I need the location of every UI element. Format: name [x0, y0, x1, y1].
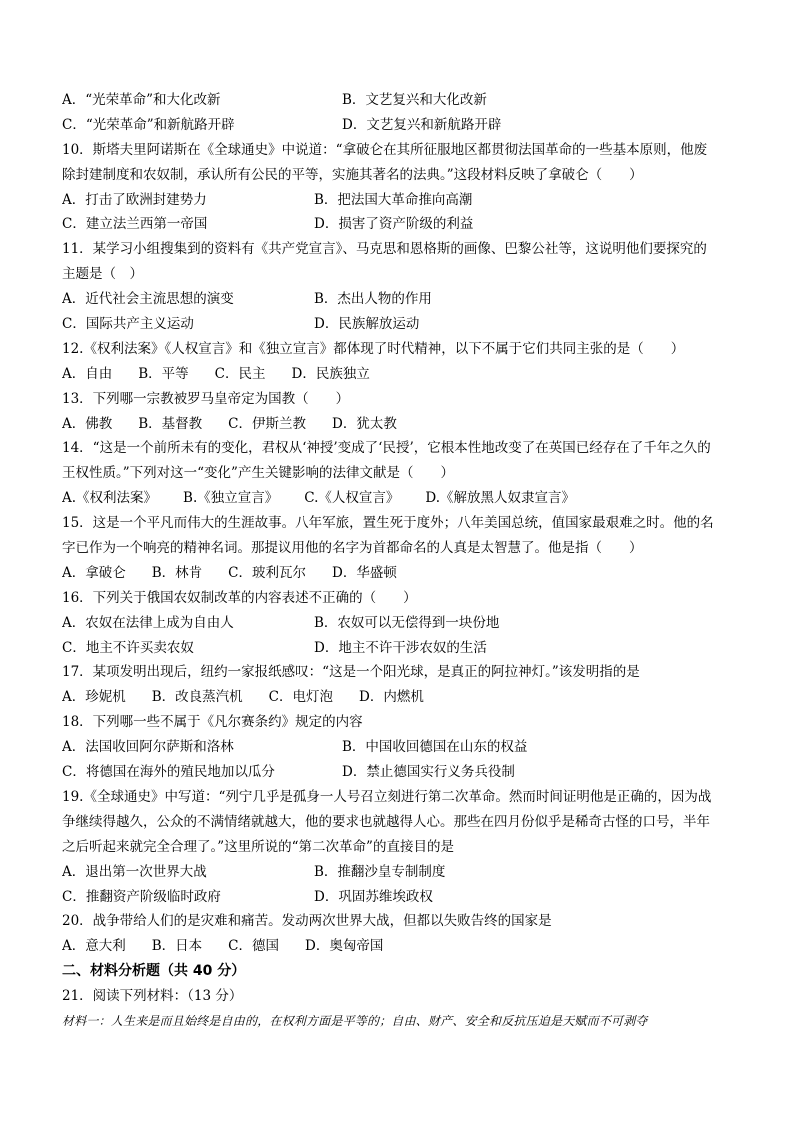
q17-option-c: C．电灯泡 — [268, 689, 334, 706]
q10-option-c: C．建立法兰西第一帝国 — [62, 216, 208, 233]
q18-option-b: B．中国收回德国在山东的权益 — [342, 739, 528, 756]
q15-option-d: D．华盛顿 — [332, 564, 397, 581]
q12-option-c: C．民主 — [214, 365, 266, 382]
q13-options — [62, 412, 738, 437]
q11-stem-line-1: 11．某学习小组搜集到的资料有《共产党宣言》、马克思和恩格斯的画像、巴黎公社等，这说明他们要探究的 — [62, 241, 707, 258]
q14-option-d: D.《解放黑人奴隶宣言》 — [425, 490, 576, 507]
q11-option-d: D．民族解放运动 — [314, 316, 420, 333]
q10-option-a: A．打击了欧洲封建势力 — [62, 191, 207, 208]
q19-stem-line-3: 之后听起来就完全合理了。”这里所说的“第二次革命”的直接目的是 — [62, 838, 454, 855]
q20-stem: 20．战争带给人们的是灾难和痛苦。发动两次世界大战，但都以失败告终的国家是 — [62, 913, 552, 930]
q10-stem-line-1: 10．斯塔夫里阿诺斯在《全球通史》中说道：“拿破仑在其所征服地区都贯彻法国革命的一些基本原则，他废 — [62, 141, 708, 158]
q18-option-d: D．禁止德国实行义务兵役制 — [342, 764, 515, 781]
q9-options-row-1 — [62, 88, 738, 113]
q20-option-d: D．奥匈帝国 — [305, 938, 384, 955]
q10-option-b: B．把法国大革命推向高潮 — [314, 191, 473, 208]
q16-stem: 16．下列关于俄国农奴制改革的内容表述不正确的（ ） — [62, 589, 417, 606]
q13-option-c: C．伊斯兰教 — [228, 415, 307, 432]
q14-option-a: A.《权利法案》 — [62, 490, 158, 507]
q17-option-d: D．内燃机 — [359, 689, 424, 706]
q17-options — [62, 685, 738, 710]
q14-stem-line-1: 14．“这是一个前所未有的变化，君权从‘神授’变成了‘民授’，它根本性地改变了在英国已经存在了千年之久的 — [62, 440, 711, 457]
q16-option-d: D．地主不许干涉农奴的生活 — [314, 639, 487, 656]
q12-option-a: A．自由 — [62, 365, 113, 382]
q16-option-c: C．地主不许买卖农奴 — [62, 639, 194, 656]
q19-option-c: C．推翻资产阶级临时政府 — [62, 888, 221, 905]
q11-options-row-2 — [62, 312, 738, 337]
q9-option-d: D．文艺复兴和新航路开辟 — [342, 116, 502, 133]
q19-options-row-1 — [62, 860, 738, 885]
q15-option-c: C．玻利瓦尔 — [228, 564, 307, 581]
q11-option-a: A．近代社会主流思想的演变 — [62, 291, 234, 308]
q18-option-c: C．将德国在海外的殖民地加以瓜分 — [62, 764, 275, 781]
section-2-title: 二、材料分析题（共 40 分） — [62, 963, 246, 980]
q13-option-a: A．佛教 — [62, 415, 113, 432]
q13-option-d: D．犹太教 — [332, 415, 397, 432]
q9-option-b: B．文艺复兴和大化改新 — [342, 92, 487, 108]
q9-option-c: C．“光荣革命”和新航路开辟 — [62, 116, 235, 133]
q16-options-row-1 — [62, 611, 738, 636]
q12-option-d: D．民族独立 — [291, 365, 370, 382]
q11-option-b: B．杰出人物的作用 — [314, 291, 432, 308]
q19-option-b: B．推翻沙皇专制制度 — [314, 863, 446, 880]
q21-stem: 21．阅读下列材料：（13 分） — [62, 988, 243, 1005]
q12-options — [62, 362, 738, 387]
q14-option-c: C.《人权宣言》 — [304, 490, 400, 507]
q19-option-a: A．退出第一次世界大战 — [62, 863, 207, 880]
q15-options — [62, 561, 738, 586]
q15-option-a: A．拿破仑 — [62, 564, 126, 581]
q10-option-d: D．损害了资产阶级的利益 — [314, 216, 474, 233]
q16-option-a: A．农奴在法律上成为自由人 — [62, 614, 234, 631]
q19-options-row-2 — [62, 885, 738, 910]
q19-stem-line-2: 争继续得越久，公众的不满情绪就越大，他的要求也就越得人心。那些在四月份似乎是稀奇古怪的口号，半年 — [62, 813, 710, 830]
q12-stem: 12.《权利法案》《人权宣言》和《独立宣言》都体现了时代精神，以下不属于它们共同主张的是（ ） — [62, 340, 685, 357]
q14-option-b: B.《独立宣言》 — [183, 490, 279, 507]
q18-option-a: A．法国收回阿尔萨斯和洛林 — [62, 739, 234, 756]
q11-options-row-1 — [62, 287, 738, 312]
q14-options — [62, 486, 738, 511]
q18-stem: 18．下列哪一些不属于《凡尔赛条约》规定的内容 — [62, 714, 363, 731]
q9-options-row-2 — [62, 113, 738, 138]
q17-option-a: A．珍妮机 — [62, 689, 126, 706]
q16-options-row-2 — [62, 636, 738, 661]
q15-stem-line-1: 15．这是一个平凡而伟大的生涯故事。八年军旅，置生死于度外；八年美国总统，值国家最艰难之时。他的名 — [62, 515, 714, 532]
q19-option-d: D．巩固苏维埃政权 — [314, 888, 433, 905]
q14-stem-line-2: 王权性质。”下列对这一“变化”产生关键影响的法律文献是（ ） — [62, 465, 454, 482]
q16-option-b: B．农奴可以无偿得到一块份地 — [314, 614, 500, 631]
q20-option-a: A．意大利 — [62, 938, 126, 955]
q15-stem-line-2: 字已作为一个响亮的精神名词。那提议用他的名字为首都命名的人真是太智慧了。他是指（ ） — [62, 540, 643, 557]
q20-option-c: C．德国 — [228, 938, 280, 955]
q20-options — [62, 934, 738, 959]
q10-stem-line-2: 除封建制度和农奴制，承认所有公民的平等，实施其著名的法典。”这段材料反映了拿破仑（ ） — [62, 166, 643, 183]
q15-option-b: B．林肯 — [151, 564, 203, 581]
q13-option-b: B．基督教 — [138, 415, 203, 432]
q12-option-b: B．平等 — [138, 365, 189, 382]
q20-option-b: B．日本 — [151, 938, 203, 955]
q10-options-row-1 — [62, 188, 738, 213]
q11-stem-line-2: 主题是（ ） — [62, 266, 143, 283]
q18-options-row-1 — [62, 735, 738, 760]
q9-option-a: A．“光荣革命”和大化改新 — [62, 92, 221, 108]
q13-stem: 13．下列哪一宗教被罗马皇帝定为国教（ ） — [62, 390, 350, 407]
exam-content — [62, 88, 738, 1034]
q11-option-c: C．国际共产主义运动 — [62, 316, 194, 333]
q21-material-1: 材料一：人生来是而且始终是自由的，在权利方面是平等的；自由、财产、安全和反抗压迫是天赋而不可剥夺 — [62, 1013, 648, 1028]
q18-options-row-2 — [62, 760, 738, 785]
q10-options-row-2 — [62, 212, 738, 237]
q17-option-b: B．改良蒸汽机 — [151, 689, 243, 706]
q17-stem: 17．某项发明出现后，纽约一家报纸感叹：“这是一个阳光球，是真正的阿拉神灯。”该发明指的是 — [62, 664, 640, 681]
q19-stem-line-1: 19.《全球通史》中写道：“列宁几乎是孤身一人号召立刻进行第二次革命。然而时间证明他是正确的，因为战 — [62, 788, 712, 805]
